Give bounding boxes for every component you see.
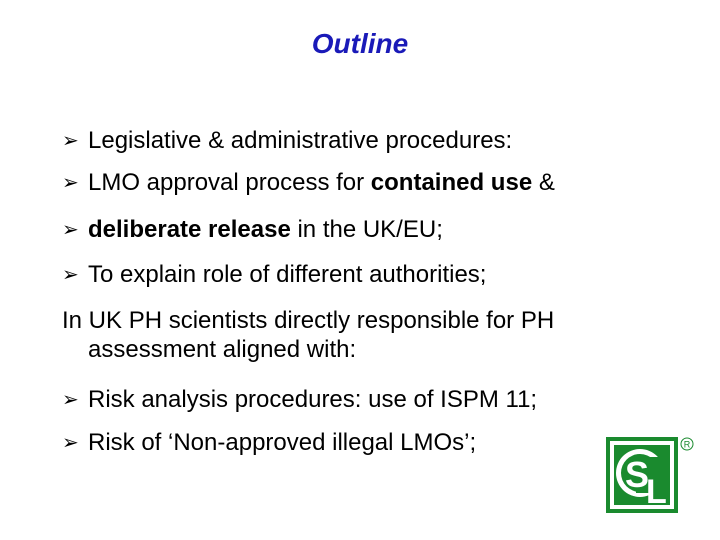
arrow-bullet-icon: ➢ <box>62 172 79 194</box>
page-title: Outline <box>311 28 409 59</box>
bullet-text-regular: in the UK/EU; <box>290 216 443 243</box>
bullet-item <box>62 260 486 290</box>
bullet-text-regular: LMO approval process for <box>88 169 371 196</box>
paragraph-line: assessment aligned with: <box>88 336 357 363</box>
svg-text:R: R <box>683 439 691 450</box>
bullet-item <box>62 385 537 415</box>
bullet-item <box>62 168 555 198</box>
logo-letter-s: S <box>625 454 650 495</box>
bullet-text: Legislative & administrative procedures: <box>88 127 513 154</box>
bullet-text-bold: deliberate release <box>88 216 291 243</box>
bullet-text: To explain role of different authorities; <box>88 261 487 288</box>
arrow-bullet-icon: ➢ <box>62 389 79 411</box>
bullet-item <box>62 126 512 156</box>
body-paragraph <box>62 306 662 364</box>
paragraph-line: In UK PH scientists directly responsible for PH <box>62 307 555 334</box>
bullet-text-regular: & <box>532 169 555 196</box>
arrow-bullet-icon: ➢ <box>62 264 79 286</box>
csl-logo-icon <box>606 437 678 513</box>
bullet-text <box>88 215 443 245</box>
arrow-bullet-icon: ➢ <box>62 432 79 454</box>
bullet-text: Risk analysis procedures: use of ISPM 11; <box>88 386 538 413</box>
bullet-item <box>62 428 476 458</box>
bullet-text <box>88 168 555 198</box>
bullet-text-bold: contained use <box>370 169 533 196</box>
bullet-item <box>62 215 443 245</box>
logo-letter-l: L <box>646 473 667 511</box>
arrow-bullet-icon: ➢ <box>62 130 79 152</box>
arrow-bullet-icon: ➢ <box>62 219 79 241</box>
registered-trademark-icon <box>680 437 694 451</box>
bullet-text: Risk of ‘Non-approved illegal LMOs’; <box>88 429 477 456</box>
